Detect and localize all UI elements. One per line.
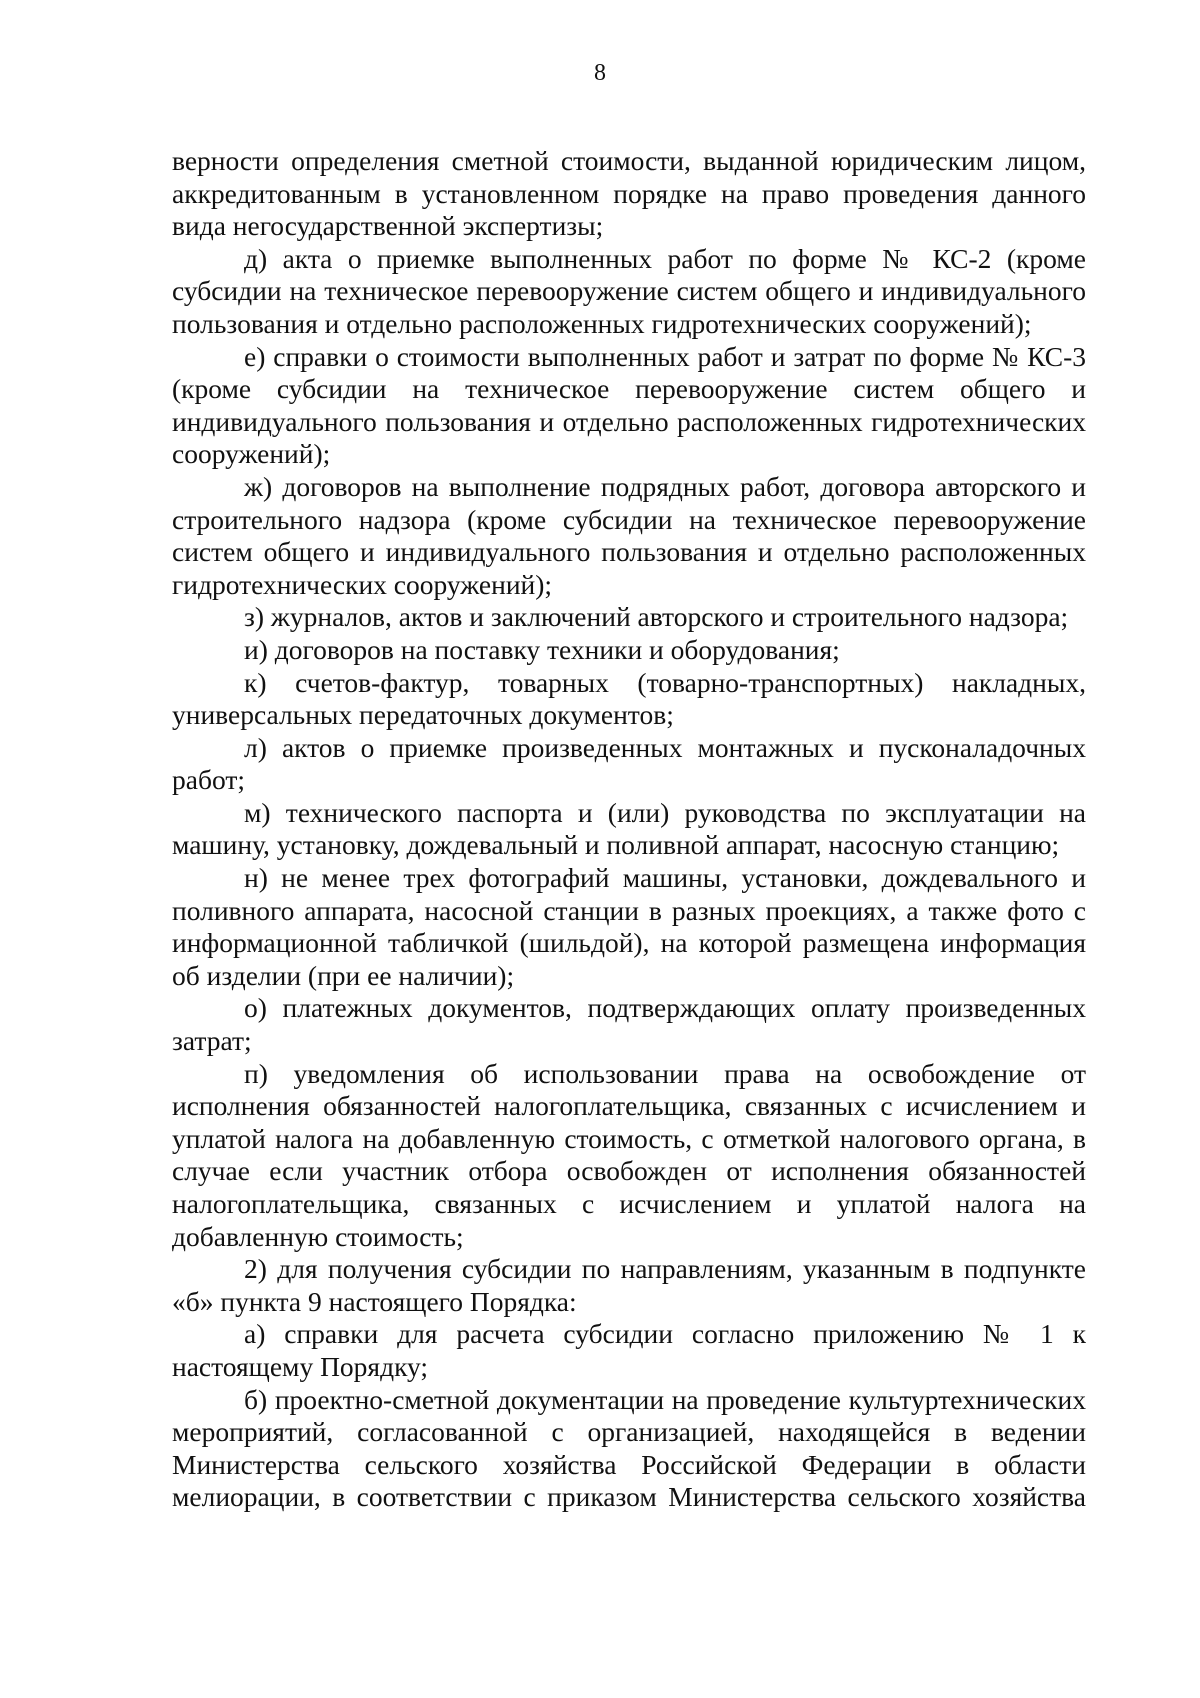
paragraph-item-2b: б) проектно-сметной документации на проведение культуртехнических мероприятий, согласованной с организацией, находящейся в ведении Министерства сельского хозяйства Российской Федерации в области мелиорации, в соответствии с приказом Министерства сельского хозяйства [172, 1383, 1086, 1513]
paragraph-item-k: к) счетов-фактур, товарных (товарно-транспортных) накладных, универсальных передаточных документов; [172, 666, 1086, 731]
paragraph-item-i: и) договоров на поставку техники и оборудования; [244, 633, 840, 665]
paragraph-item-n: н) не менее трех фотографий машины, установки, дождевального и поливного аппарата, насосной станции в разных проекциях, а также фото с информационной табличкой (шильдой), на которой размещена информация об изделии (при ее наличии); [172, 862, 1086, 991]
paragraph-item-z: з) журналов, актов и заключений авторского и строительного надзора; [244, 601, 1069, 633]
document-body [172, 145, 1086, 1514]
paragraph-item-p: п) уведомления об использовании права на освобождение от исполнения обязанностей налогоплательщика, связанных с исчислением и уплатой налога на добавленную стоимость, с отметкой налогового органа, в случае если участник отбора освобожден от исполнения обязанностей налогоплательщика, связанных с исчислением и уплатой налога на добавленную стоимость; [172, 1057, 1086, 1252]
paragraph-item-m: м) технического паспорта и (или) руководства по эксплуатации на машину, установку, дождевальный и поливной аппарат, насосную станцию; [172, 796, 1086, 861]
paragraph-item-2: 2) для получения субсидии по направлениям, указанным в подпункте «б» пункта 9 настоящего Порядка: [172, 1253, 1086, 1317]
paragraph-item-d: д) акта о приемке выполненных работ по форме № КС-2 (кроме субсидии на техническое перевооружение систем общего и индивидуального пользования и отдельно расположенных гидротехнических сооружений); [172, 242, 1086, 339]
paragraph-item-e: е) справки о стоимости выполненных работ и затрат по форме № КС-3 (кроме субсидии на техническое перевооружение систем общего и индивидуального пользования и отдельно расположенных гидротехнических сооружений); [172, 340, 1086, 470]
paragraph-item-o: о) платежных документов, подтверждающих оплату произведенных затрат; [172, 992, 1086, 1057]
paragraph-continued: верности определения сметной стоимости, выданной юридическим лицом, аккредитованным в установленном порядке на право проведения данного вида негосударственной экспертизы; [172, 145, 1086, 242]
page-number: 8 [594, 60, 606, 86]
paragraph-item-l: л) актов о приемке произведенных монтажных и пусконаладочных работ; [172, 731, 1086, 796]
paragraph-item-2a: а) справки для расчета субсидии согласно приложению № 1 к настоящему Порядку; [172, 1318, 1086, 1382]
paragraph-item-zh: ж) договоров на выполнение подрядных работ, договора авторского и строительного надзора (кроме субсидии на техническое перевооружение систем общего и индивидуального пользования и отдельно расположенных гидротехнических сооружений); [172, 470, 1086, 600]
